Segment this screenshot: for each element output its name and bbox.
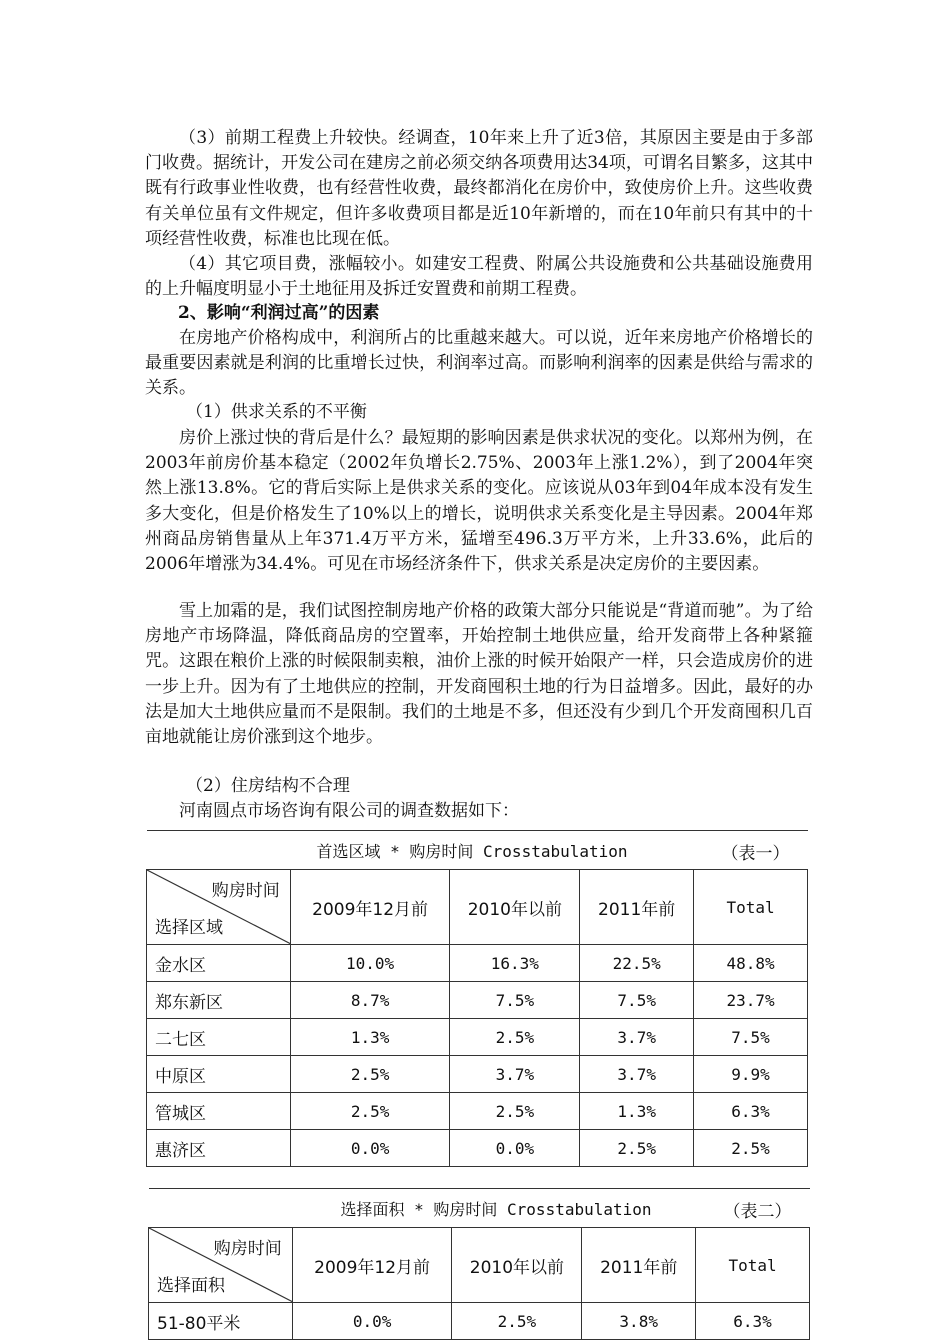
- table-row: [149, 1303, 810, 1340]
- table-cell: 7.5%: [580, 982, 694, 1019]
- column-header: 2009年12月前: [292, 1228, 452, 1303]
- row-label: 二七区: [147, 1019, 291, 1056]
- crosstab-table-region: [146, 830, 808, 1167]
- table-cell: 9.9%: [694, 1056, 808, 1093]
- column-header: 2011年前: [580, 870, 694, 945]
- table-title: 首选区域 * 购房时间 Crosstabulation: [316, 842, 628, 861]
- table-row: [147, 1130, 808, 1167]
- subheading-housing-structure: （2）住房结构不合理: [186, 776, 350, 796]
- table-corner-cell: [149, 1228, 293, 1303]
- table-cell: 7.5%: [450, 982, 580, 1019]
- table-cell: 3.7%: [580, 1019, 694, 1056]
- table-title: 选择面积 * 购房时间 Crosstabulation: [340, 1200, 652, 1219]
- paragraph-preliminary-costs: （3）前期工程费上升较快。经调查，10年来上升了近3倍，其原因主要是由于多部门收费。据统计，开发公司在建房之前必须交纳各项费用达34项，可谓名目繁多，这其中既有行政事业性收费，也有经营性收费，最终都消化在房价中，致使房价上升。这些收费有关单位虽有文件规定，但许多收费项目都是近10年新增的，而在10年前只有其中的十项经营性收费，标准也比现在低。: [145, 128, 813, 249]
- table-cell: 23.7%: [694, 982, 808, 1019]
- table-cell: 6.3%: [696, 1303, 810, 1340]
- table-cell: 2.5%: [450, 1093, 580, 1130]
- paragraph-supply-demand: 房价上涨过快的背后是什么？最短期的影响因素是供求状况的变化。以郑州为例，在2003年前房价基本稳定（2002年负增长2.75%、2003年上涨1.2%），到了2004年突然上涨13.8%。它的背后实际上是供求关系的变化。应该说从03年到04年成本没有发生多大变化，但是价格发生了10%以上的增长，说明供求关系变化是主导因素。2004年郑州商品房销售量从上年371.4万平方米，猛增至496.3万平方米，上升33.6%，此后的2006年增涨为34.4%。可见在市场经济条件下，供求关系是决定房价的主要因素。: [145, 428, 813, 575]
- table-row: [147, 945, 808, 982]
- row-label: 管城区: [147, 1093, 291, 1130]
- paragraph-land-policy: 雪上加霜的是，我们试图控制房地产价格的政策大部分只能说是“背道而驰”。为了给房地产市场降温，降低商品房的空置率，开始控制土地供应量，给开发商带上各种紧箍咒。这跟在粮价上涨的时候限制卖粮，油价上涨的时候开始限产一样，只会造成房价的进一步上升。因为有了土地供应的控制，开发商囤积土地的行为日益增多。因此，最好的办法是加大土地供应量而不是限制。我们的土地是不多，但还没有少到几个开发商囤积几百亩地就能让房价涨到这个地步。: [145, 601, 813, 748]
- table-cell: 2.5%: [452, 1303, 582, 1340]
- row-label: 惠济区: [147, 1130, 291, 1167]
- column-header: 2009年12月前: [290, 870, 450, 945]
- table-row: [147, 1056, 808, 1093]
- section-heading-profit: 2、影响“利润过高”的因素: [178, 303, 380, 323]
- table-cell: 2.5%: [580, 1130, 694, 1167]
- row-label: 郑东新区: [147, 982, 291, 1019]
- table-cell: 3.8%: [582, 1303, 696, 1340]
- table-cell: 2.5%: [290, 1056, 450, 1093]
- table-cell: 16.3%: [450, 945, 580, 982]
- crosstab-table-area: [148, 1188, 810, 1340]
- table-cell: 2.5%: [450, 1019, 580, 1056]
- table-cell: 0.0%: [292, 1303, 452, 1340]
- table-cell: 22.5%: [580, 945, 694, 982]
- table-cell: 7.5%: [694, 1019, 808, 1056]
- row-label: 中原区: [147, 1056, 291, 1093]
- column-header: 2010年以前: [450, 870, 580, 945]
- corner-column-label: 购房时间: [213, 1239, 282, 1259]
- table-cell: 0.0%: [450, 1130, 580, 1167]
- table-cell: 48.8%: [694, 945, 808, 982]
- column-header: 2011年前: [582, 1228, 696, 1303]
- table-number: （表二）: [723, 1202, 792, 1222]
- table-row: [147, 982, 808, 1019]
- table-cell: 10.0%: [290, 945, 450, 982]
- paragraph-other-costs: （4）其它项目费，涨幅较小。如建安工程费、附属公共设施费和公共基础设施费用的上升幅度明显小于土地征用及拆迁安置费和前期工程费。: [145, 254, 813, 300]
- column-header-total: Total: [694, 870, 808, 945]
- table-cell: 0.0%: [290, 1130, 450, 1167]
- table-title-cell: [149, 1189, 810, 1228]
- table-cell: 1.3%: [580, 1093, 694, 1130]
- column-header-total: Total: [696, 1228, 810, 1303]
- row-label: 金水区: [147, 945, 291, 982]
- corner-column-label: 购房时间: [211, 881, 280, 901]
- table-cell: 3.7%: [580, 1056, 694, 1093]
- table-number: （表一）: [721, 844, 790, 864]
- corner-row-label: 选择面积: [157, 1276, 225, 1296]
- table-cell: 6.3%: [694, 1093, 808, 1130]
- table-row: [147, 1093, 808, 1130]
- paragraph-survey-intro: 河南圆点市场咨询有限公司的调查数据如下：: [179, 801, 519, 821]
- column-header: 2010年以前: [452, 1228, 582, 1303]
- table-title-cell: [147, 831, 808, 870]
- table-cell: 1.3%: [290, 1019, 450, 1056]
- table-cell: 2.5%: [290, 1093, 450, 1130]
- corner-row-label: 选择区域: [155, 918, 223, 938]
- row-label: 51-80平米: [149, 1303, 293, 1340]
- table-cell: 3.7%: [450, 1056, 580, 1093]
- table-cell: 8.7%: [290, 982, 450, 1019]
- subheading-supply-demand: （1）供求关系的不平衡: [186, 402, 367, 422]
- table-corner-cell: [147, 870, 291, 945]
- table-row: [147, 1019, 808, 1056]
- table-cell: 2.5%: [694, 1130, 808, 1167]
- paragraph-profit-intro: 在房地产价格构成中，利润所占的比重越来越大。可以说，近年来房地产价格增长的最重要因素就是利润的比重增长过快，利润率过高。而影响利润率的因素是供给与需求的关系。: [145, 328, 813, 399]
